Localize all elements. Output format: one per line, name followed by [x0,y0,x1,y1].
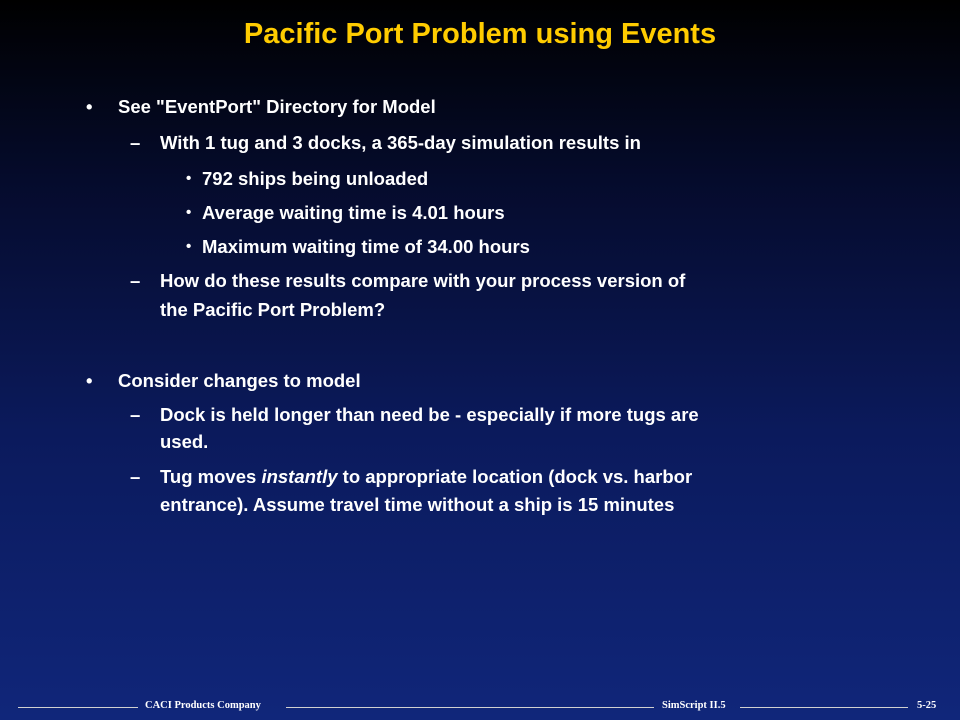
footer-divider [740,707,908,708]
sub-bullet-text: With 1 tug and 3 docks, a 365-day simulation results in [160,132,641,153]
sub-bullet-text-continued: entrance). Assume travel time without a ship is 15 minutes [160,494,675,515]
footer-divider [18,707,138,708]
bullet-marker: • [86,96,93,117]
text-segment: to appropriate location (dock vs. harbor [337,466,693,487]
footer-company: CACI Products Company [145,700,261,711]
bullet-text: See "EventPort" Directory for Model [118,96,436,117]
dash-marker: – [130,270,141,291]
small-bullet-marker: • [186,204,192,221]
small-bullet-marker: • [186,238,192,255]
bullet-text: Consider changes to model [118,370,361,391]
dash-marker: – [130,466,141,487]
sub-sub-bullet-text: Average waiting time is 4.01 hours [202,202,505,223]
sub-bullet-text [160,465,692,489]
sub-bullet-text-continued: the Pacific Port Problem? [160,299,386,320]
emphasized-word: instantly [261,466,338,487]
slide-title: Pacific Port Problem using Events [243,18,717,50]
dash-marker: – [130,132,141,153]
bullet-marker: • [86,370,93,391]
small-bullet-marker: • [186,170,192,187]
page-number: 5-25 [917,700,937,711]
sub-sub-bullet-text: Maximum waiting time of 34.00 hours [202,236,530,257]
text-segment: Tug moves [160,466,262,487]
sub-sub-bullet-text: 792 ships being unloaded [202,168,429,189]
dash-marker: – [130,404,141,425]
footer-product: SimScript II.5 [662,700,726,711]
sub-bullet-text: Dock is held longer than need be - especially if more tugs are [160,404,699,425]
sub-bullet-text-continued: used. [160,431,209,452]
sub-bullet-text: How do these results compare with your process version of [160,270,686,291]
footer-divider [286,707,654,708]
